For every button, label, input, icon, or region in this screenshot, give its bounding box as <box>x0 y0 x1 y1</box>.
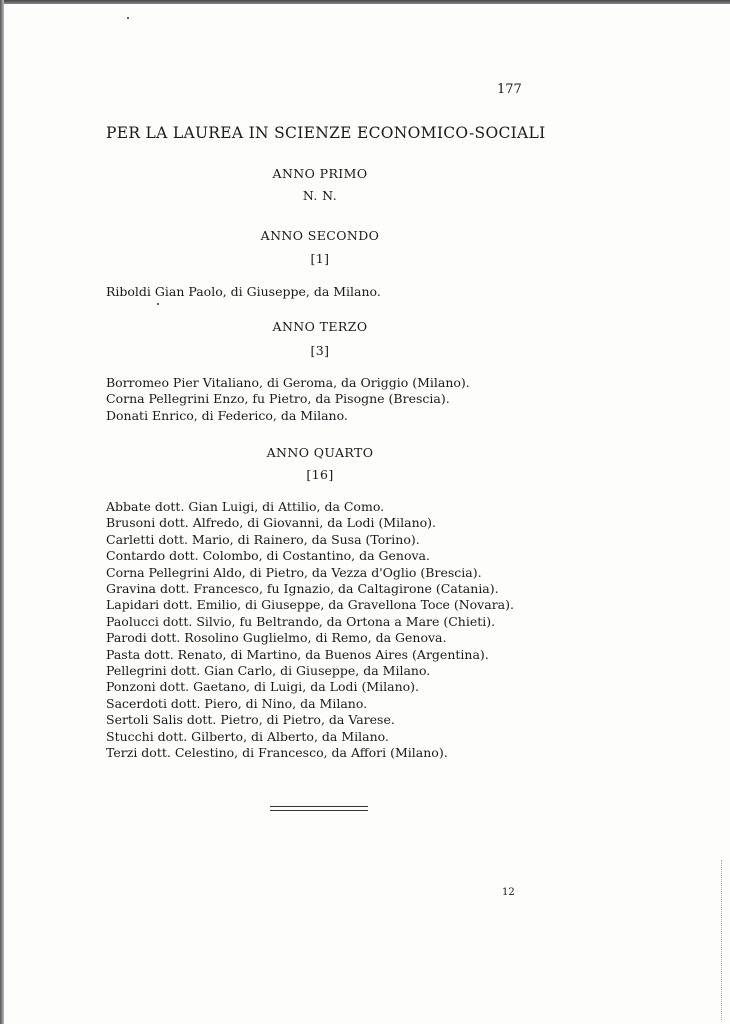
student-entry: Contardo dott. Colombo, di Costantino, da Genova. <box>106 548 430 564</box>
right-edge-marks <box>721 860 724 1020</box>
section-separator-rule <box>270 806 368 811</box>
scan-speck <box>127 17 129 19</box>
student-entry: Corna Pellegrini Aldo, di Pietro, da Vezza d'Oglio (Brescia). <box>106 564 482 580</box>
student-entry: Carletti dott. Mario, di Rainero, da Susa (Torino). <box>106 531 420 547</box>
section-count-anno-quarto: [16] <box>306 467 334 482</box>
student-list-anno-terzo <box>106 375 470 424</box>
student-entry: Gravina dott. Francesco, fu Ignazio, da Caltagirone (Catania). <box>106 581 499 597</box>
top-edge-rule <box>0 0 730 4</box>
student-entry: Abbate dott. Gian Luigi, di Attilio, da Como. <box>106 499 385 514</box>
student-entry: Sertoli Salis dott. Pietro, di Pietro, da Varese. <box>106 712 395 728</box>
student-entry: Riboldi Gian Paolo, di Giuseppe, da Milano. <box>106 284 381 299</box>
student-entry: Terzi dott. Celestino, di Francesco, da Affori (Milano). <box>106 745 448 761</box>
student-entry: Brusoni dott. Alfredo, di Giovanni, da Lodi (Milano). <box>106 515 437 531</box>
student-entry: Lapidari dott. Emilio, di Giuseppe, da Gravellona Toce (Novara). <box>106 597 514 613</box>
section-count-anno-terzo: [3] <box>310 343 330 358</box>
section-heading-anno-terzo: ANNO TERZO <box>272 319 368 334</box>
left-binding-edge <box>0 0 4 1024</box>
student-entry: Parodi dott. Rosolino Guglielmo, di Remo, da Genova. <box>106 630 447 646</box>
student-list-anno-secondo <box>106 284 381 300</box>
section-count-anno-secondo: [1] <box>310 251 330 266</box>
section-heading-anno-quarto: ANNO QUARTO <box>266 445 374 460</box>
student-entry: Sacerdoti dott. Piero, di Nino, da Milano. <box>106 695 368 711</box>
signature-mark: 12 <box>502 887 515 898</box>
student-entry: Stucchi dott. Gilberto, di Alberto, da Milano. <box>106 728 389 744</box>
page-title: PER LA LAUREA IN SCIENZE ECONOMICO-SOCIALI <box>106 124 546 142</box>
student-entry: Pellegrini dott. Gian Carlo, di Giuseppe, da Milano. <box>106 663 431 679</box>
student-list-anno-quarto <box>106 499 514 762</box>
student-entry: Donati Enrico, di Federico, da Milano. <box>106 407 348 423</box>
student-entry: Ponzoni dott. Gaetano, di Luigi, da Lodi (Milano). <box>106 679 420 695</box>
section-count-anno-primo: N. N. <box>302 188 338 203</box>
scan-speck <box>157 303 159 305</box>
section-heading-anno-secondo: ANNO SECONDO <box>260 228 380 243</box>
student-entry: Pasta dott. Renato, di Martino, da Buenos Aires (Argentina). <box>106 646 489 662</box>
student-entry: Paolucci dott. Silvio, fu Beltrando, da Ortona a Mare (Chieti). <box>106 613 496 629</box>
section-heading-anno-primo: ANNO PRIMO <box>272 166 368 181</box>
page-number: 177 <box>497 82 522 97</box>
student-entry: Borromeo Pier Vitaliano, di Geroma, da Origgio (Milano). <box>106 375 470 390</box>
student-entry: Corna Pellegrini Enzo, fu Pietro, da Pisogne (Brescia). <box>106 391 450 407</box>
